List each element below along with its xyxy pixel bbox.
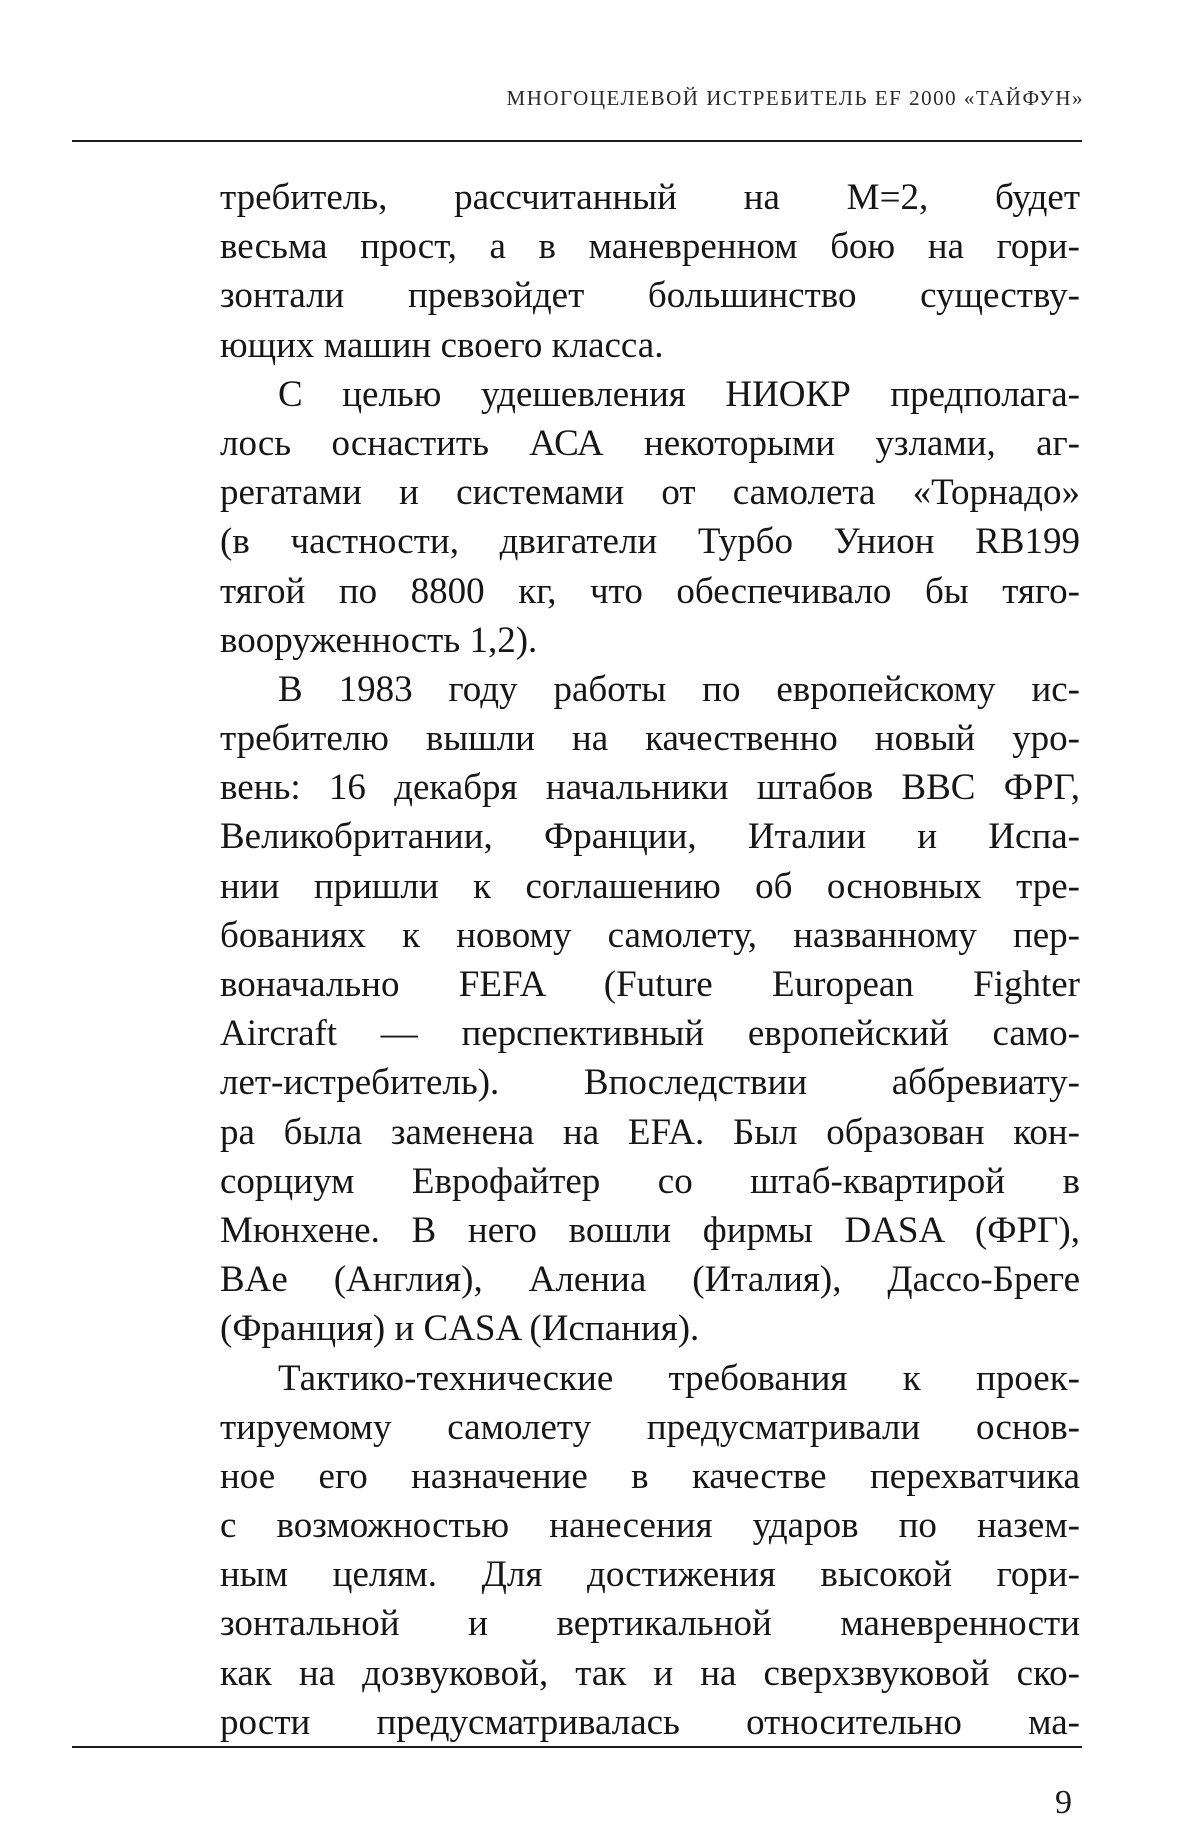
- paragraph-start-line: В 1983 году работы по европейскому ис-: [278, 668, 1080, 710]
- text-line: бованиях к новому самолету, названному пер-: [220, 914, 1080, 956]
- text-line: ное его назначение в качестве перехватчика: [220, 1455, 1080, 1497]
- text-line: требитель, рассчитанный на М=2, будет: [220, 177, 1080, 218]
- text-line: ным целям. Для достижения высокой гори-: [220, 1554, 1080, 1596]
- paragraph-start-line: С целью удешевления НИОКР предполага-: [278, 373, 1080, 415]
- paragraph-end-line: ющих машин своего класса.: [220, 324, 664, 366]
- text-line: с возможностью нанесения ударов по назем-: [220, 1505, 1080, 1547]
- text-line: Aircraft — перспективный европейский само-: [220, 1013, 1080, 1055]
- header-rule: [72, 140, 1082, 142]
- text-line: тягой по 8800 кг, что обеспечивало бы тяго-: [220, 570, 1080, 612]
- footer-rule: [72, 1746, 1082, 1748]
- text-line: весьма прост, а в маневренном бою на гори-: [220, 226, 1080, 268]
- text-line: тируемому самолету предусматривали основ-: [220, 1406, 1080, 1448]
- text-line: ра была заменена на EFA. Был образован кон-: [220, 1111, 1080, 1153]
- text-line: Мюнхене. В него вошли фирмы DASA (ФРГ),: [220, 1209, 1080, 1251]
- paragraph-end-line: (Франция) и CASA (Испания).: [220, 1308, 700, 1350]
- paragraph-start-line: Тактико-технические требования к проек-: [278, 1357, 1080, 1399]
- body-text: [220, 173, 1080, 1747]
- text-line: зонтали превзойдет большинство существу-: [220, 275, 1080, 317]
- running-head: МНОГОЦЕЛЕВОЙ ИСТРЕБИТЕЛЬ EF 2000 «ТАЙФУН»: [506, 86, 1084, 110]
- text-line: требителю вышли на качественно новый уро-: [220, 718, 1080, 760]
- text-line: лось оснастить АСА некоторыми узлами, аг-: [220, 422, 1080, 464]
- text-line: Великобритании, Франции, Италии и Испа-: [220, 816, 1080, 858]
- paragraph-end-line: вооруженность 1,2).: [220, 619, 538, 661]
- text-line: BAe (Англия), Алениа (Италия), Дассо-Бреге: [220, 1259, 1080, 1301]
- text-line: вень: 16 декабря начальники штабов ВВС ФРГ,: [220, 767, 1080, 809]
- text-line: зонтальной и вертикальной маневренности: [220, 1603, 1080, 1645]
- text-line: нии пришли к соглашению об основных тре-: [220, 865, 1080, 907]
- text-line: воначально FEFA (Future European Fighter: [220, 964, 1080, 1005]
- text-line: регатами и системами от самолета «Торнадо»: [220, 472, 1080, 514]
- page-number: 9: [1055, 1784, 1072, 1821]
- text-line: лет-истребитель). Впоследствии аббревиату-: [220, 1062, 1080, 1104]
- text-line: рости предусматривалась относительно ма-: [220, 1701, 1080, 1743]
- text-line: сорциум Еврофайтер со штаб-квартирой в: [220, 1160, 1080, 1202]
- text-line: (в частности, двигатели Турбо Унион RB199: [220, 521, 1080, 563]
- text-line: как на дозвуковой, так и на сверхзвуковой ско-: [220, 1652, 1080, 1694]
